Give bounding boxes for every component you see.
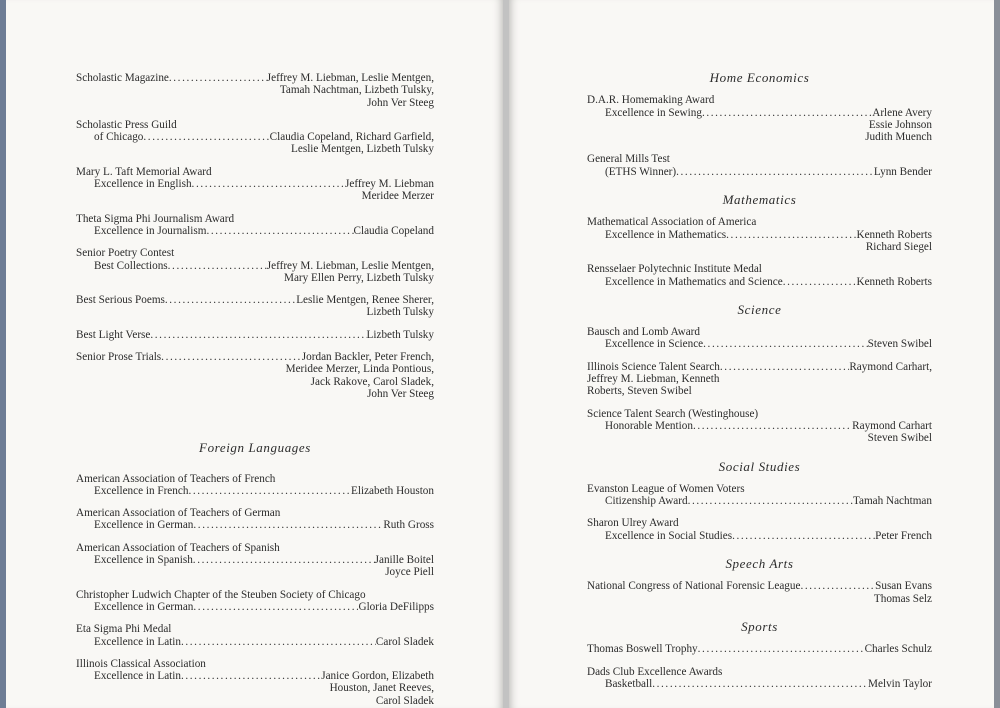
award-recipient-continued: Carol Sladek xyxy=(375,694,434,707)
award-entry xyxy=(76,507,434,532)
award-recipient: Janice Gordon, Elizabeth xyxy=(321,670,434,683)
award-category: Thomas Boswell Trophy xyxy=(587,643,698,656)
award-row xyxy=(587,580,932,592)
award-category: National Congress of National Forensic League xyxy=(587,580,801,593)
section-heading-foreign-languages: Foreign Languages xyxy=(199,440,311,456)
award-recipient-continued: Leslie Mentgen, Lizbeth Tulsky xyxy=(291,143,434,156)
award-title: Rensselaer Polytechnic Institute Medal xyxy=(587,263,762,276)
award-category: Excellence in Journalism xyxy=(94,224,207,237)
award-recipient-continued: John Ver Steeg xyxy=(367,387,434,400)
award-recipient: Arlene Avery xyxy=(872,106,932,119)
award-title: American Association of Teachers of French xyxy=(76,472,276,485)
award-category: Best Light Verse xyxy=(76,328,151,341)
award-title: Mathematical Association of America xyxy=(587,216,757,229)
award-entry xyxy=(76,542,434,579)
award-title: Science Talent Search (Westinghouse) xyxy=(587,407,759,420)
award-entry xyxy=(587,361,932,398)
dot-leader xyxy=(150,329,366,341)
award-title: Christopher Ludwich Chapter of the Steuben Society of Chicago xyxy=(76,588,366,601)
award-row xyxy=(587,643,932,655)
award-row xyxy=(76,225,434,237)
award-title: Scholastic Press Guild xyxy=(76,118,177,131)
award-recipient: Steven Swibel xyxy=(867,338,932,351)
award-row xyxy=(76,601,434,613)
award-category: (ETHS Winner) xyxy=(605,165,677,178)
dot-leader xyxy=(676,166,874,178)
award-category: Honorable Mention xyxy=(605,419,693,432)
award-recipient: Raymond Carhart xyxy=(852,419,932,432)
section-heading-speech-arts: Speech Arts xyxy=(725,556,794,572)
award-recipient: Jeffrey M. Liebman, Leslie Mentgen, xyxy=(266,259,434,272)
award-recipient-continued: Steven Swibel xyxy=(867,432,932,445)
dot-leader xyxy=(688,495,853,507)
award-category: Excellence in German xyxy=(94,519,194,532)
award-category: Scholastic Magazine xyxy=(76,72,169,84)
award-entry xyxy=(76,166,434,203)
dot-leader xyxy=(188,485,351,497)
dot-leader xyxy=(193,554,375,566)
dot-leader xyxy=(181,670,321,682)
award-entry xyxy=(76,658,434,707)
award-row xyxy=(587,678,932,690)
award-recipient-continued: Joyce Piell xyxy=(385,566,434,579)
award-recipient: Jeffrey M. Liebman xyxy=(345,178,434,191)
dot-leader xyxy=(720,361,849,373)
award-recipient: Claudia Copeland, Richard Garfield, xyxy=(269,131,434,144)
award-recipient: Carol Sladek xyxy=(375,635,434,648)
award-title: Eta Sigma Phi Medal xyxy=(76,623,172,636)
award-entry xyxy=(76,329,434,341)
award-recipient-continued: Jack Rakove, Carol Sladek, xyxy=(310,375,434,388)
dot-leader xyxy=(732,530,875,542)
award-category: Excellence in French xyxy=(94,484,189,497)
dot-leader xyxy=(161,351,302,363)
award-title: Illinois Classical Association xyxy=(76,657,206,670)
award-recipient-continued: Roberts, Steven Swibel xyxy=(587,385,692,398)
award-recipient-continued: Mary Ellen Perry, Lizbeth Tulsky xyxy=(284,271,434,284)
award-recipient: Jeffrey M. Liebman, Leslie Mentgen, xyxy=(266,72,434,84)
award-entry xyxy=(587,326,932,351)
award-title: Theta Sigma Phi Journalism Award xyxy=(76,212,235,225)
award-recipient-continued: Meridee Merzer xyxy=(361,190,434,203)
award-recipient-continued: Meridee Merzer, Linda Pontious, xyxy=(285,363,434,376)
award-row xyxy=(76,670,434,682)
awards-list-science xyxy=(587,326,932,444)
dot-leader xyxy=(165,294,296,306)
award-title: Bausch and Lomb Award xyxy=(587,326,700,339)
award-category: Excellence in Spanish xyxy=(94,554,193,567)
award-entry xyxy=(587,643,932,655)
award-entry xyxy=(587,153,932,178)
award-title: Dads Club Excellence Awards xyxy=(587,665,723,678)
award-recipient: Gloria DeFilipps xyxy=(358,600,434,613)
award-row xyxy=(76,260,434,272)
award-category: Excellence in Latin xyxy=(94,670,181,683)
award-entry xyxy=(76,294,434,319)
award-entry xyxy=(587,517,932,542)
award-recipient: Elizabeth Houston xyxy=(351,484,434,497)
award-row xyxy=(76,294,434,306)
awards-list-home-economics xyxy=(587,94,932,178)
dot-leader xyxy=(702,107,872,119)
award-category: Best Serious Poems xyxy=(76,294,165,307)
award-recipient: Susan Evans xyxy=(875,580,932,593)
dot-leader xyxy=(726,229,856,241)
award-recipient: Leslie Mentgen, Renee Sherer, xyxy=(296,294,434,307)
award-entry xyxy=(76,351,434,400)
award-row xyxy=(587,166,932,178)
dot-leader xyxy=(168,260,267,272)
award-category: Excellence in Mathematics xyxy=(605,228,727,241)
award-category: Basketball xyxy=(605,677,653,690)
award-category: Excellence in Science xyxy=(605,338,704,351)
dot-leader xyxy=(206,225,353,237)
award-recipient: Jordan Backler, Peter French, xyxy=(301,351,434,364)
award-row xyxy=(587,276,932,288)
award-recipient: Raymond Carhart, xyxy=(849,360,932,373)
award-category: Excellence in Sewing xyxy=(605,106,702,119)
award-category: Excellence in Social Studies xyxy=(605,529,733,542)
award-entry xyxy=(76,72,434,109)
dot-leader xyxy=(193,519,383,531)
award-category: Excellence in English xyxy=(94,178,192,191)
award-row xyxy=(76,329,434,341)
award-title: American Association of Teachers of Spanish xyxy=(76,541,280,554)
dot-leader xyxy=(693,420,852,432)
award-entry xyxy=(76,589,434,614)
award-category: Citizenship Award xyxy=(605,495,688,508)
award-recipient: Lizbeth Tulsky xyxy=(366,328,434,341)
award-category: of Chicago xyxy=(94,131,144,144)
award-title: Sharon Ulrey Award xyxy=(587,517,679,530)
award-recipient: Melvin Taylor xyxy=(868,677,932,690)
dot-leader xyxy=(800,580,875,592)
award-category: Best Collections xyxy=(94,259,168,272)
award-recipient: Lynn Bender xyxy=(873,165,932,178)
award-recipient-continued: Essie Johnson xyxy=(868,118,932,131)
award-title: D.A.R. Homemaking Award xyxy=(587,94,715,107)
award-title: Evanston League of Women Voters xyxy=(587,482,745,495)
award-title: Senior Poetry Contest xyxy=(76,247,175,260)
award-recipient: Claudia Copeland xyxy=(353,224,434,237)
award-recipient-continued: Jeffrey M. Liebman, Kenneth xyxy=(587,373,720,386)
award-recipient-continued: Tamah Nachtman, Lizbeth Tulsky, xyxy=(279,84,434,97)
award-row xyxy=(76,351,434,363)
award-category: Excellence in German xyxy=(94,600,194,613)
section-heading-sports: Sports xyxy=(741,618,778,634)
dot-leader xyxy=(143,131,269,143)
award-row xyxy=(587,495,932,507)
award-entry xyxy=(76,247,434,284)
award-title: Mary L. Taft Memorial Award xyxy=(76,165,212,178)
award-recipient: Kenneth Roberts xyxy=(856,228,932,241)
award-entry xyxy=(587,580,932,605)
award-recipient-continued: Judith Muench xyxy=(865,131,932,144)
right-page xyxy=(509,0,994,708)
award-row xyxy=(76,72,434,84)
award-recipient-continued: Houston, Janet Reeves, xyxy=(329,682,434,695)
award-row xyxy=(587,530,932,542)
award-row xyxy=(76,485,434,497)
award-recipient: Charles Schulz xyxy=(864,643,932,656)
section-heading-home-economics: Home Economics xyxy=(709,70,810,85)
awards-list-sports xyxy=(587,643,932,690)
award-row xyxy=(587,107,932,119)
award-recipient: Janille Boitel xyxy=(374,554,434,567)
award-recipient: Tamah Nachtman xyxy=(852,495,932,508)
awards-list-english xyxy=(76,72,434,400)
award-entry xyxy=(76,119,434,156)
dot-leader xyxy=(181,636,376,648)
award-recipient-continued: Lizbeth Tulsky xyxy=(366,306,434,319)
dot-leader xyxy=(193,601,358,613)
award-entry xyxy=(587,263,932,288)
dot-leader xyxy=(698,643,865,655)
award-category: Excellence in Latin xyxy=(94,635,181,648)
award-row xyxy=(76,636,434,648)
award-entry xyxy=(76,213,434,238)
dot-leader xyxy=(192,178,345,190)
award-category: Illinois Science Talent Search xyxy=(587,360,720,373)
award-category: Excellence in Mathematics and Science xyxy=(605,275,783,288)
dot-leader xyxy=(703,338,868,350)
award-row xyxy=(76,519,434,531)
left-column xyxy=(76,72,434,708)
award-entry xyxy=(587,94,932,143)
award-row xyxy=(76,554,434,566)
awards-list-social-studies xyxy=(587,483,932,542)
award-entry xyxy=(76,473,434,498)
award-title: General Mills Test xyxy=(587,153,670,166)
dot-leader xyxy=(169,72,267,84)
award-row xyxy=(587,361,932,373)
award-recipient: Peter French xyxy=(875,529,932,542)
binding-edge-right xyxy=(994,0,1000,708)
awards-list-mathematics xyxy=(587,216,932,287)
dot-leader xyxy=(652,678,868,690)
award-row xyxy=(76,131,434,143)
award-entry xyxy=(76,623,434,648)
award-recipient-continued: Richard Siegel xyxy=(865,240,932,253)
award-category: Senior Prose Trials xyxy=(76,351,162,364)
dot-leader xyxy=(783,276,857,288)
section-heading-mathematics: Mathematics xyxy=(722,192,797,208)
awards-list-speech-arts xyxy=(587,580,932,605)
award-entry xyxy=(587,666,932,691)
award-title: American Association of Teachers of German xyxy=(76,507,281,520)
award-row xyxy=(587,229,932,241)
award-row xyxy=(587,338,932,350)
right-column xyxy=(587,72,932,700)
left-page xyxy=(6,0,503,708)
award-row xyxy=(76,178,434,190)
award-recipient-continued: John Ver Steeg xyxy=(367,96,434,109)
award-recipient-continued: Thomas Selz xyxy=(873,592,932,605)
award-recipient: Kenneth Roberts xyxy=(856,275,932,288)
award-entry xyxy=(587,483,932,508)
award-recipient: Ruth Gross xyxy=(383,519,434,532)
award-row xyxy=(587,420,932,432)
award-entry xyxy=(587,216,932,253)
award-entry xyxy=(587,408,932,445)
section-heading-science: Science xyxy=(737,301,782,317)
section-heading-social-studies: Social Studies xyxy=(718,458,801,474)
awards-list-foreign-languages xyxy=(76,473,434,708)
